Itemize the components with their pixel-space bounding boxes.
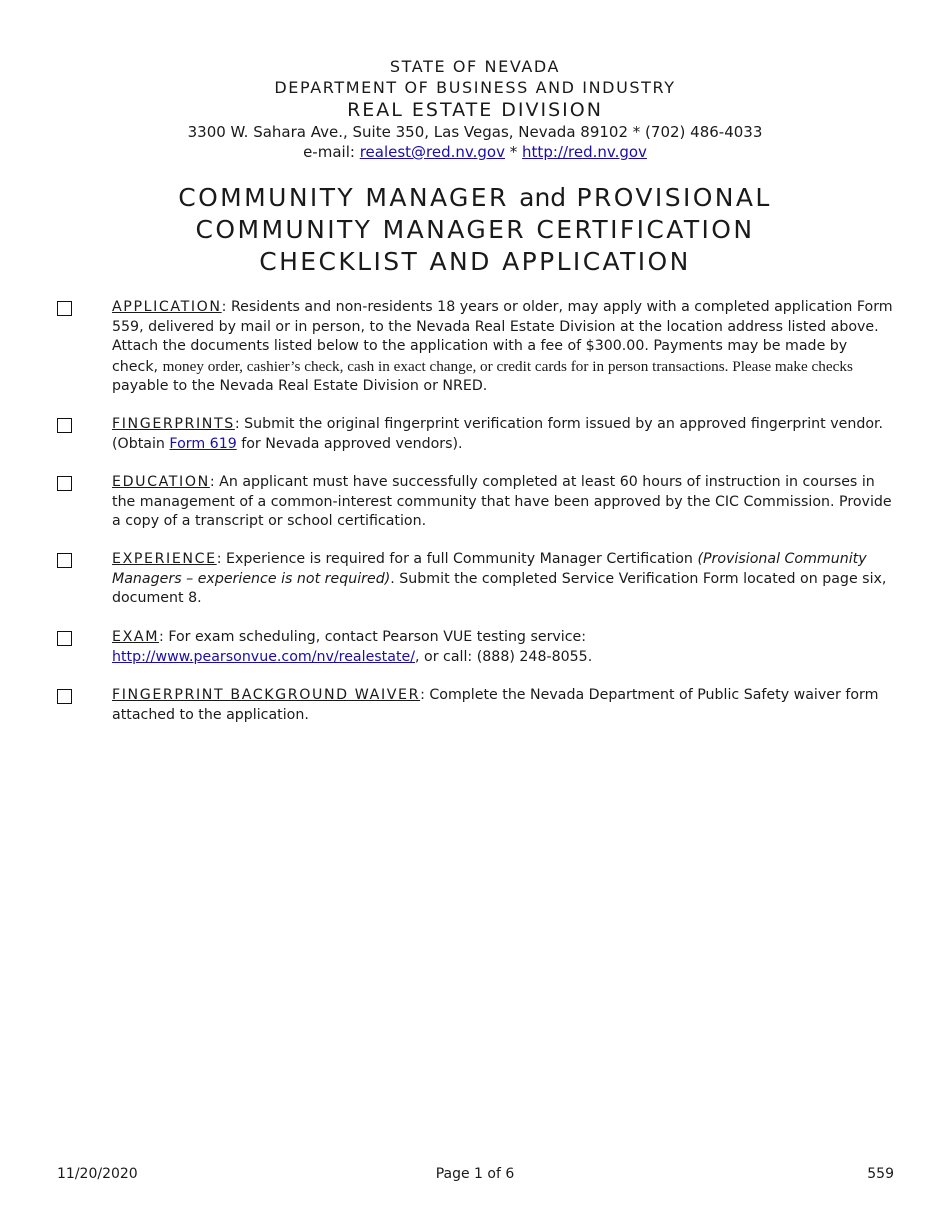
waiver-checkbox[interactable] bbox=[57, 689, 72, 704]
exam-description bbox=[112, 628, 894, 667]
email-link[interactable]: realest@red.nv.gov bbox=[359, 143, 505, 161]
experience-label: EXPERIENCE bbox=[112, 551, 217, 567]
contact-line bbox=[0, 142, 950, 162]
title-line-3: CHECKLIST AND APPLICATION bbox=[259, 247, 691, 276]
application-label: APPLICATION bbox=[112, 299, 222, 315]
page-number: Page 1 of 6 bbox=[435, 1166, 515, 1182]
waiver-description bbox=[112, 686, 894, 725]
revision-date: 11/20/2020 bbox=[57, 1166, 138, 1182]
experience-text-2: . Submit the completed Service Verification Form located on page six, document 8. bbox=[112, 570, 887, 606]
application-description bbox=[112, 298, 894, 397]
title-line-1-part-a: COMMUNITY MANAGER bbox=[178, 183, 509, 212]
department-name: DEPARTMENT OF BUSINESS AND INDUSTRY bbox=[274, 78, 676, 97]
agency-address: 3300 W. Sahara Ave., Suite 350, Las Vegas, Nevada 89102 * (702) 486-4033 bbox=[187, 123, 763, 141]
division-name: REAL ESTATE DIVISION bbox=[347, 99, 603, 121]
application-text-1: : Residents and non-residents 18 years or older, may apply with a completed application Form 559, delivered by mail or in person, to the Nevada Real Estate Division at the location address listed above. Attach the documents listed below to the application with a fee of $300.00. Payments may be made by check, bbox=[112, 299, 893, 375]
experience-note: (Provisional Community Managers – experience is not required) bbox=[112, 551, 867, 587]
waiver-label: FINGERPRINT BACKGROUND WAIVER bbox=[112, 687, 421, 703]
state-name: STATE OF NEVADA bbox=[389, 57, 561, 76]
waiver-text: : Complete the Nevada Department of Public Safety waiver form attached to the application. bbox=[112, 687, 879, 723]
form-number: 559 bbox=[867, 1166, 894, 1182]
education-description bbox=[112, 473, 894, 532]
exam-checkbox[interactable] bbox=[57, 631, 72, 646]
contact-separator: * bbox=[509, 143, 518, 161]
website-link[interactable]: http://red.nv.gov bbox=[522, 143, 647, 161]
page-title bbox=[0, 182, 950, 278]
application-text-2: money order, cashier’s check, cash in exact change, or credit cards for in person transactions. Please make checks bbox=[162, 357, 853, 375]
agency-header bbox=[0, 56, 950, 162]
exam-label: EXAM bbox=[112, 629, 160, 645]
education-text: : An applicant must have successfully completed at least 60 hours of instruction in courses in the management of a common-interest community that have been approved by the CIC Commission. Provide a copy of a transcript or school certification. bbox=[112, 474, 892, 529]
title-line-1 bbox=[0, 182, 950, 214]
experience-checkbox[interactable] bbox=[57, 553, 72, 568]
education-label: EDUCATION bbox=[112, 474, 210, 490]
form-619-link[interactable]: Form 619 bbox=[169, 435, 237, 452]
title-line-1-and: and bbox=[519, 183, 567, 212]
exam-text-2: , or call: (888) 248-8055. bbox=[415, 648, 593, 665]
fingerprints-checkbox[interactable] bbox=[57, 418, 72, 433]
exam-text-1: : For exam scheduling, contact Pearson VUE testing service: bbox=[159, 629, 587, 645]
application-text-3: payable to the Nevada Real Estate Division or NRED. bbox=[112, 378, 488, 394]
email-label: e-mail: bbox=[303, 143, 355, 161]
fingerprints-text-1: : Submit the original fingerprint verification form issued by an approved fingerprint vendor. (Obtain bbox=[112, 416, 884, 452]
education-checkbox[interactable] bbox=[57, 476, 72, 491]
experience-description bbox=[112, 550, 894, 609]
title-line-2: COMMUNITY MANAGER CERTIFICATION bbox=[195, 215, 755, 244]
experience-text-1: : Experience is required for a full Community Manager Certification bbox=[216, 551, 698, 567]
pearson-vue-link[interactable]: http://www.pearsonvue.com/nv/realestate/ bbox=[112, 648, 416, 665]
fingerprints-text-2: for Nevada approved vendors). bbox=[236, 435, 463, 452]
fingerprints-description bbox=[112, 415, 894, 454]
fingerprints-label: FINGERPRINTS bbox=[112, 416, 235, 432]
title-line-1-part-b: PROVISIONAL bbox=[576, 183, 772, 212]
application-checkbox[interactable] bbox=[57, 301, 72, 316]
